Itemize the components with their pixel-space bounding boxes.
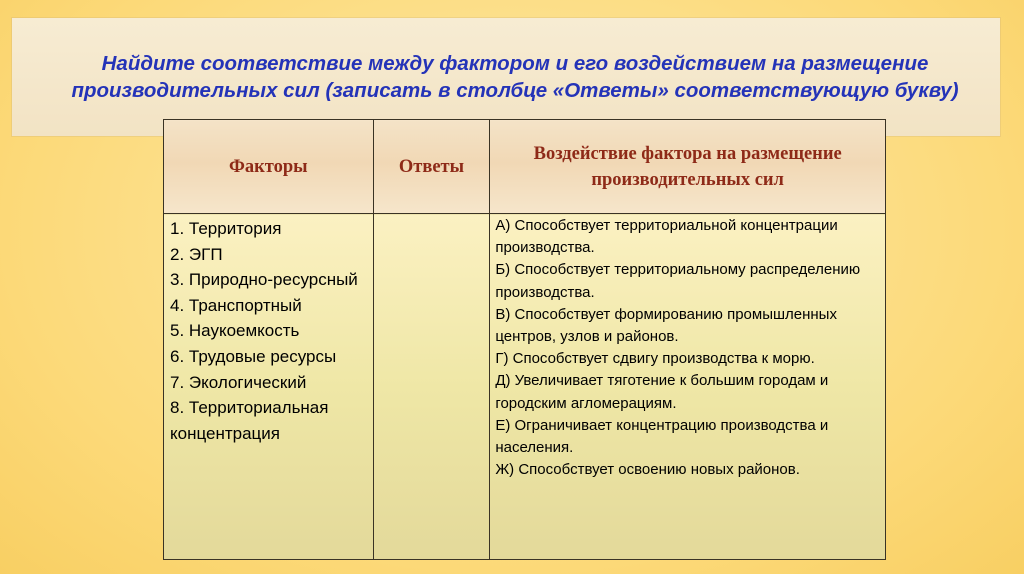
factor-item: 2. ЭГП: [170, 244, 223, 264]
effect-item: Г) Способствует сдвигу производства к морю.: [495, 350, 815, 368]
factor-item: 7. Экологический: [170, 372, 307, 392]
header-factors: Факторы: [164, 120, 374, 214]
factor-item: 3. Природно-ресурсный: [170, 270, 358, 290]
answers-cell[interactable]: [373, 214, 490, 560]
effect-list: [490, 214, 885, 481]
table-body-row: [164, 214, 886, 560]
effect-item: А) Способствует территориальной концентрации производства.: [495, 217, 838, 257]
table-header-row: [164, 120, 886, 214]
effect-item: Е) Ограничивает концентрацию производства и населения.: [495, 416, 829, 457]
factor-item: 1. Территория: [170, 219, 282, 238]
effect-item: В) Способствует формированию промышленных центров, узлов и районов.: [495, 305, 837, 346]
factor-item: 6. Трудовые ресурсы: [170, 346, 337, 366]
factor-item: 5. Наукоемкость: [170, 321, 300, 341]
factor-list: [164, 214, 373, 446]
effect-item: Б) Способствует территориальному распределению производства.: [495, 261, 861, 301]
effect-item: Ж) Способствует освоению новых районов.: [495, 461, 800, 479]
factors-cell: [164, 214, 374, 560]
factor-item: 4. Транспортный: [170, 295, 302, 315]
matching-table: [163, 119, 886, 560]
effects-cell: [490, 214, 886, 560]
factor-item: 8. Территориальная концентрация: [170, 398, 329, 443]
header-effects: Воздействие фактора на размещение производительных сил: [490, 120, 886, 214]
slide-title: Найдите соответствие между фактором и его воздействием на размещение производительных сил (записать в столбце «Ответы» соответствующую букву): [71, 52, 959, 102]
header-answers: Ответы: [373, 120, 490, 214]
effect-item: Д) Увеличивает тяготение к большим городам и городским агломерациям.: [495, 372, 829, 412]
